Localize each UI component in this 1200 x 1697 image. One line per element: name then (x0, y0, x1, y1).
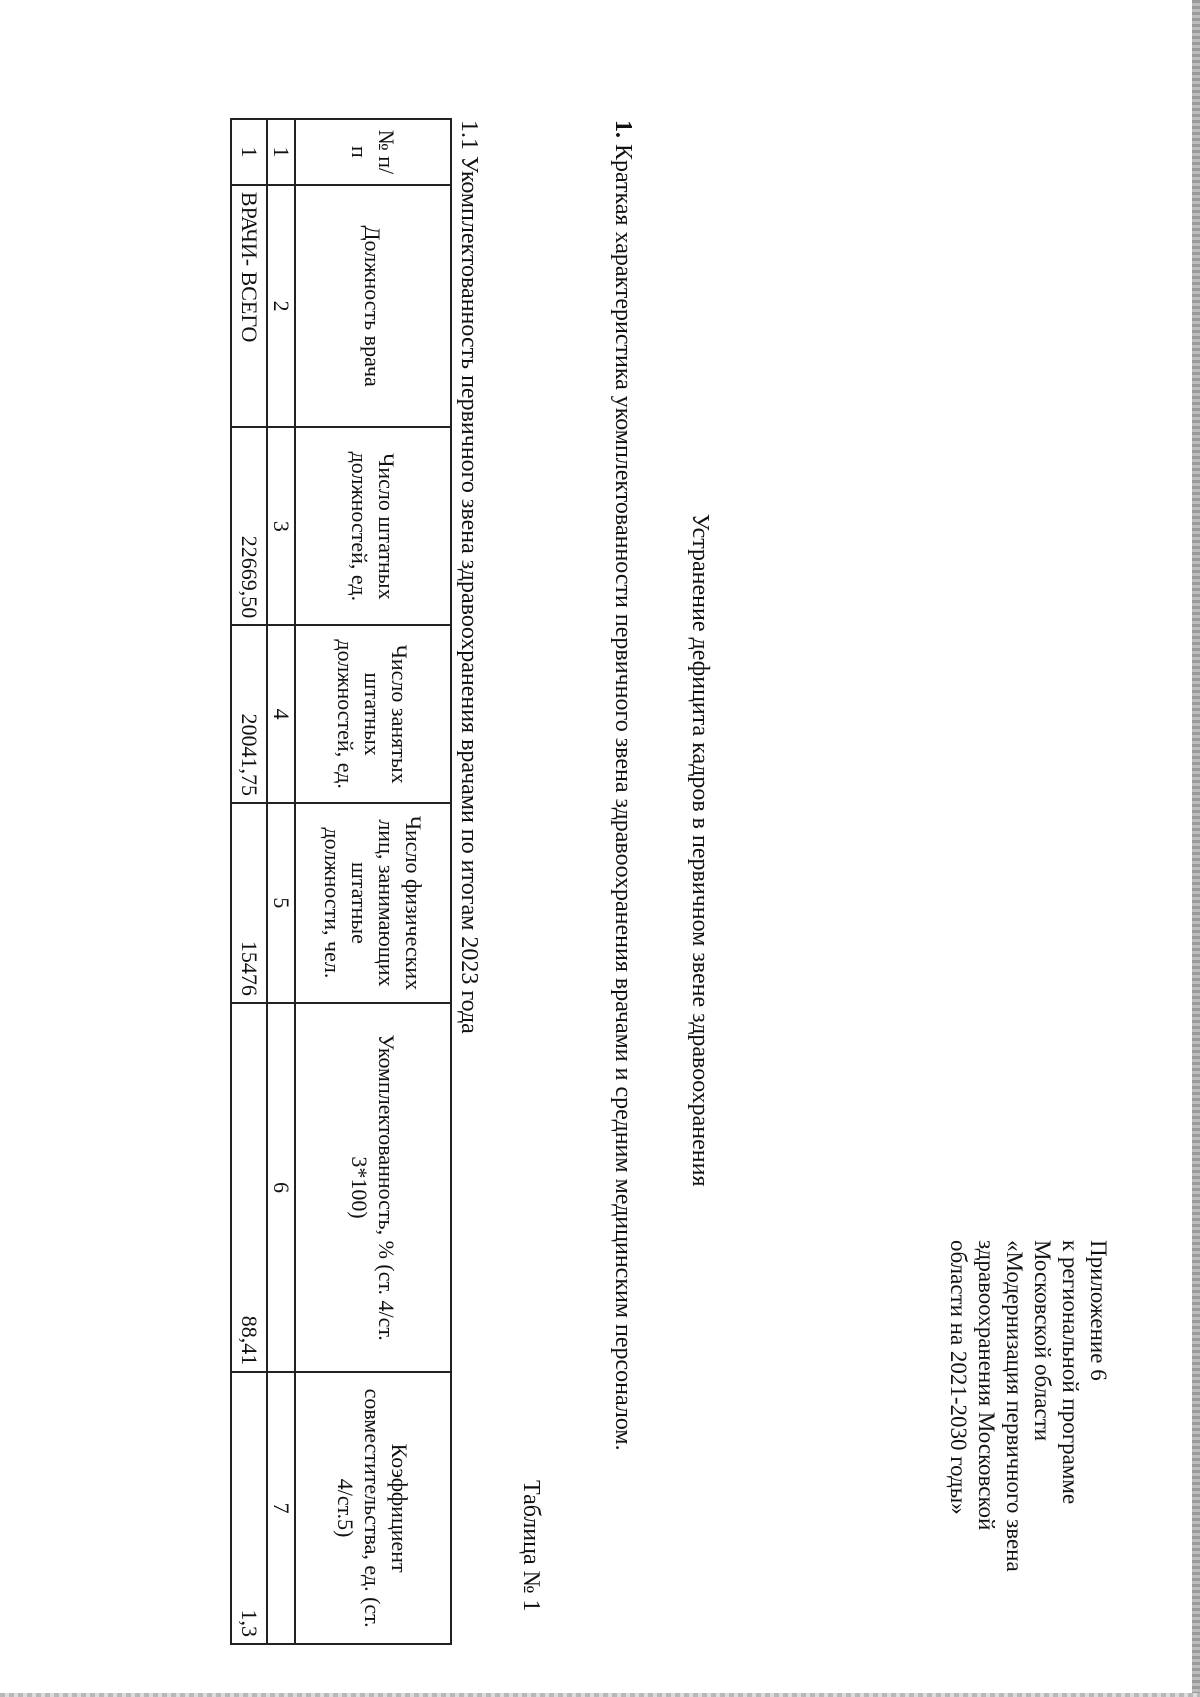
scan-bottom-artifact (0, 1693, 1200, 1697)
section-text: Краткая характеристика укомплектованности первичного звена здравоохранения врачами и средним медицинским персоналом. (610, 144, 636, 1451)
annex-line: «Модернизация первичного звена (1002, 1240, 1027, 1572)
row-individuals-cell: 15476 (231, 803, 267, 1003)
section-heading (609, 120, 637, 1620)
header-cell-position: Должность врача (295, 185, 451, 428)
annex-line: Московской области (1030, 1240, 1055, 1442)
header-cell-staff-positions: Число штатных должностей, ед. (295, 427, 451, 625)
table-row (231, 119, 267, 1644)
table-index-row (267, 119, 295, 1644)
header-cell-combination-ratio: Коэффициент совместительства, ед. (ст. 4/ст.5) (295, 1372, 451, 1644)
index-cell: 1 (267, 119, 295, 185)
index-cell: 7 (267, 1372, 295, 1644)
row-staffing-rate-cell: 88,41 (231, 1003, 267, 1372)
row-number-cell: 1 (231, 119, 267, 185)
row-combination-ratio-cell: 1,3 (231, 1372, 267, 1644)
row-staff-positions-cell: 22669,50 (231, 427, 267, 625)
index-cell: 5 (267, 803, 295, 1003)
index-cell: 6 (267, 1003, 295, 1372)
index-cell: 4 (267, 625, 295, 803)
annex-line: к региональной программе (1058, 1240, 1083, 1505)
header-cell-number: № п/п (295, 119, 451, 185)
subsection-heading: 1.1 Укомплектованность первичного звена здравоохранения врачами по итогам 2023 года (456, 120, 482, 1034)
row-occupied-positions-cell: 20041,75 (231, 625, 267, 803)
document-title: Устранение дефицита кадров в первичном звене здравоохранения (687, 513, 713, 1187)
header-cell-occupied-positions: Число занятых штатных должностей, ед. (295, 625, 451, 803)
scan-edge-artifact (1192, 0, 1200, 1697)
staffing-table (230, 118, 452, 1645)
index-cell: 2 (267, 185, 295, 428)
table-header-row (295, 119, 451, 1644)
table-label: Таблица № 1 (518, 1480, 544, 1612)
annex-line: Приложение 6 (1086, 1240, 1111, 1381)
annex-header (944, 1240, 1112, 1572)
row-position-cell: ВРАЧИ- ВСЕГО (231, 185, 267, 428)
annex-line: здравоохранения Московской (974, 1240, 999, 1531)
header-cell-individuals: Число физических лиц, занимающих штатные должности, чел. (295, 803, 451, 1003)
section-number: 1. (610, 120, 636, 138)
index-cell: 3 (267, 427, 295, 625)
annex-line: области на 2021-2030 годы» (946, 1240, 971, 1515)
header-cell-staffing-rate: Укомплектованность, % (ст. 4/ст. 3*100) (295, 1003, 451, 1372)
